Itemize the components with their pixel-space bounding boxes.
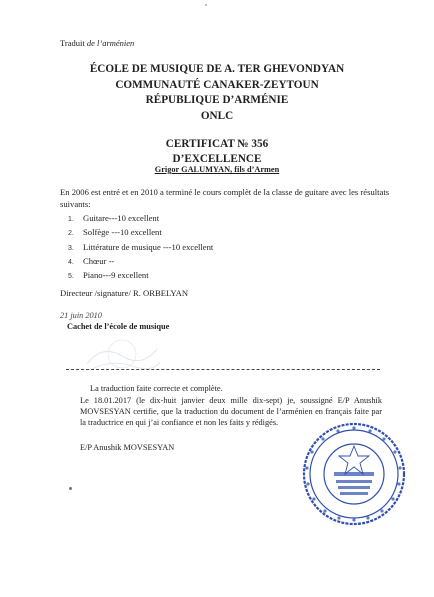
list-item (68, 255, 213, 269)
translated-language: de l’arménien (86, 38, 135, 48)
translated-note (60, 38, 134, 48)
translator-name: E/P Anushik MOVSESYAN (80, 443, 175, 452)
faint-stamp-mark (82, 334, 162, 374)
list-item (68, 212, 213, 226)
item-number: 3. (68, 244, 74, 252)
translation-certification: Le 18.01.2017 (le dix-huit janvier deux mille dix-sept) je, soussigné E/P Anushik MOVSESYAN certifie, que la traduction du document de l’arménien en français faite par la traductrice en qui j’ai confiance et non les faits y rédigés. (80, 396, 382, 427)
item-text: Littérature de musique ---10 excellent (83, 241, 214, 252)
certificate-holder (0, 165, 434, 174)
item-number: 1. (68, 216, 74, 223)
school-stamp-label: Cachet de l’école de musique (67, 322, 170, 331)
section-divider (66, 369, 380, 370)
certificate-title: CERTIFICAT № 356 (165, 138, 269, 150)
school-name: ÉCOLE DE MUSIQUE DE A. TER GHEVONDYAN (89, 63, 345, 75)
translated-prefix: Traduit (60, 38, 87, 48)
certificate-heading (0, 137, 434, 167)
organization-type: ONLC (200, 109, 234, 122)
scan-speck (69, 487, 72, 490)
results-list (68, 212, 213, 283)
item-text: Chœur -- (83, 255, 115, 266)
list-item (68, 241, 213, 255)
director-signature-line: Directeur /signature/ R. ORBELYAN (60, 288, 189, 298)
school-header (0, 62, 434, 124)
item-text: Solfège ---10 excellent (83, 227, 162, 238)
certificate-subtitle: D’EXCELLENCE (172, 153, 262, 165)
country-name: RÉPUBLIQUE D’ARMÉNIE (145, 94, 289, 106)
item-number: 4. (68, 258, 74, 266)
item-number: 2. (68, 230, 74, 238)
holder-name: Grigor GALUMYAN, fils d’Armen (154, 165, 280, 174)
scan-speck (205, 4, 207, 6)
item-text: Piano---9 excellent (83, 270, 149, 281)
item-number: 5. (68, 273, 74, 281)
issue-date: 21 juin 2010 (60, 311, 102, 320)
translation-heading: La traduction faite correcte et complète. (90, 384, 223, 393)
item-text: Guitare---10 excellent (83, 213, 160, 223)
community-name: COMMUNAUTÉ CANAKER-ZEYTOUN (115, 78, 319, 91)
list-item (68, 269, 213, 283)
notary-seal-icon (300, 420, 408, 528)
list-item (68, 226, 213, 240)
intro-paragraph: En 2006 est entré et en 2010 a terminé le cours complèt de la classe de guitare avec les résultats suivants: (60, 187, 390, 209)
